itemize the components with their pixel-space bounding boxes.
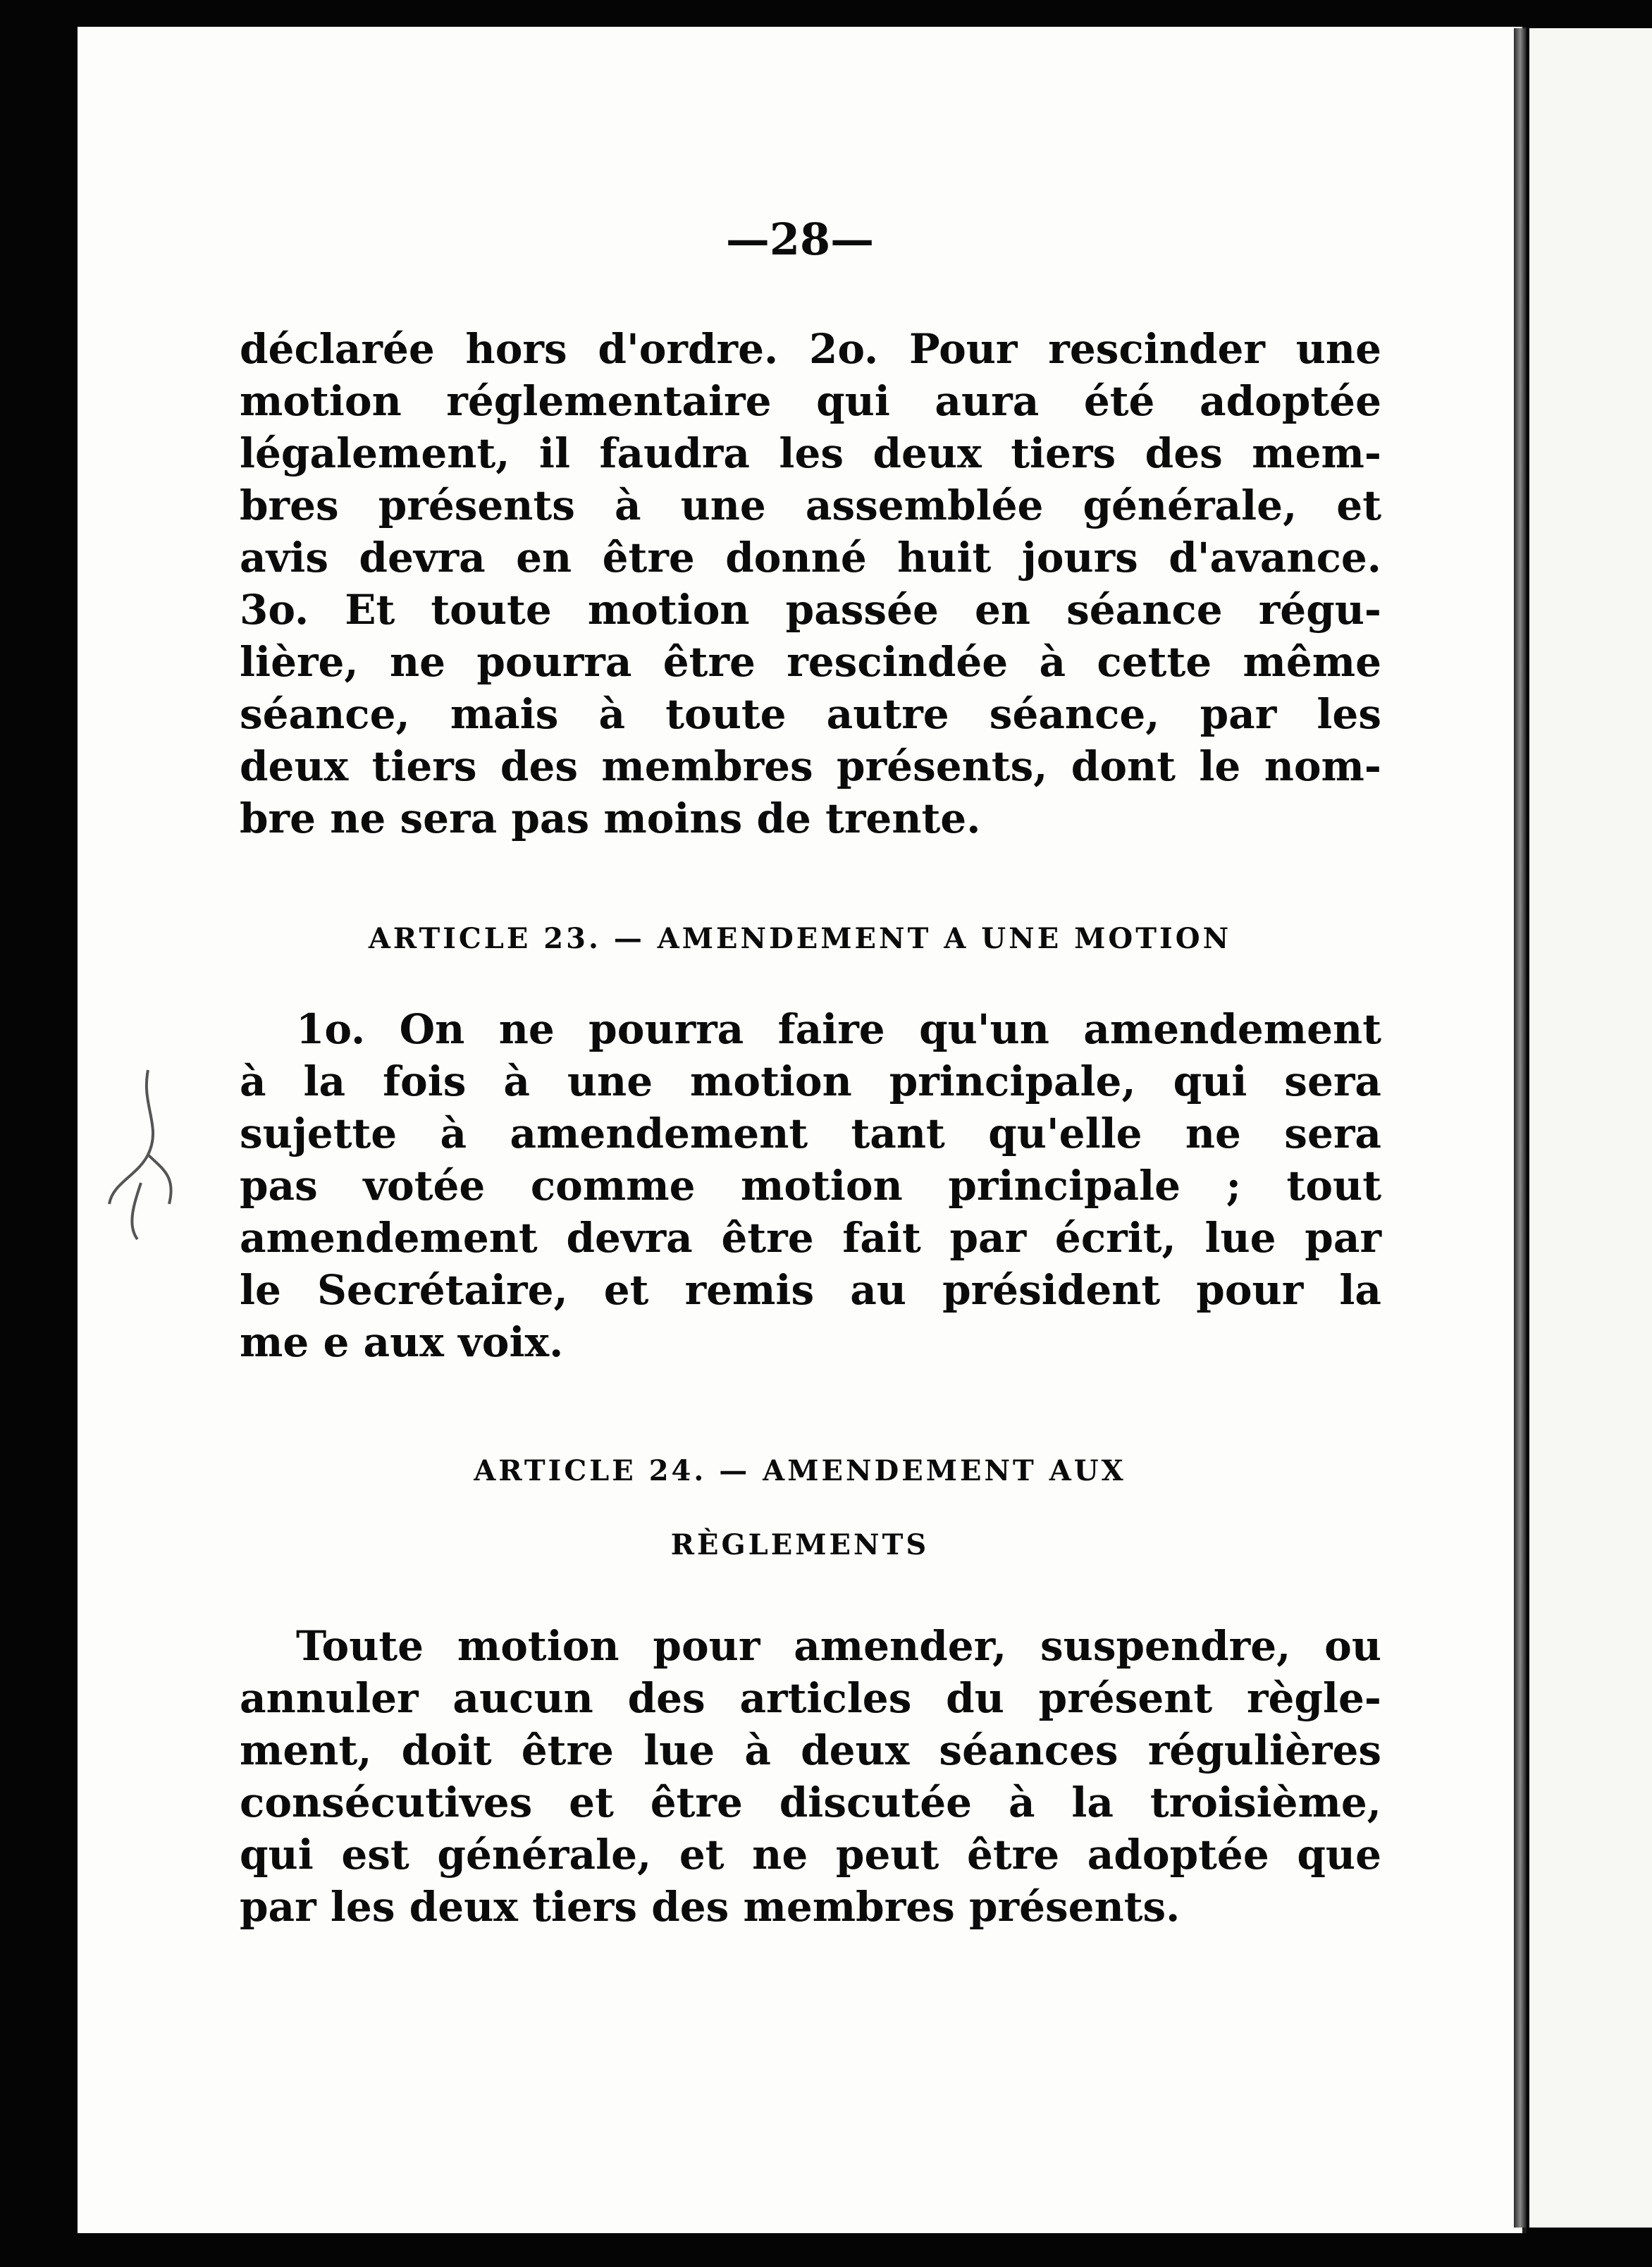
text-line: amendement devra être fait par écrit, lue par (240, 1214, 1381, 1262)
text-line: deux tiers des membres présents, dont le nom- (240, 742, 1381, 790)
text-line: 3o. Et toute motion passée en séance régu- (240, 586, 1381, 634)
text-line: le Secrétaire, et remis au président pour la (240, 1266, 1381, 1314)
text-line: pas votée comme motion principale ; tout (240, 1162, 1381, 1210)
book-page (78, 27, 1527, 2233)
text-line: lière, ne pourra être rescindée à cette même (240, 638, 1381, 686)
text-line: me e aux voix. (240, 1318, 564, 1366)
page-number: —28— (725, 214, 875, 265)
text-line: bres présents à une assemblée générale, et (240, 481, 1381, 529)
text-line: 1o. On ne pourra faire qu'un amendement (296, 1005, 1381, 1053)
text-line: avis devra en être donné huit jours d'avance. (240, 534, 1381, 582)
text-line: ment, doit être lue à deux séances régulières (240, 1726, 1381, 1774)
page-gutter (1514, 28, 1527, 2228)
facing-page-edge (1529, 28, 1652, 2228)
text-line: consécutives et être discutée à la troisième, (240, 1778, 1381, 1826)
text-line: séance, mais à toute autre séance, par les (240, 690, 1381, 738)
text-line: Toute motion pour amender, suspendre, ou (296, 1622, 1381, 1670)
text-line: déclarée hors d'ordre. 2o. Pour rescinder une (240, 325, 1381, 373)
text-line: qui est générale, et ne peut être adoptée que (240, 1831, 1381, 1879)
text-line: à la fois à une motion principale, qui sera (240, 1057, 1381, 1105)
text-line: légalement, il faudra les deux tiers des mem- (240, 429, 1381, 477)
article-24-heading-continued: RÈGLEMENTS (670, 1528, 930, 1561)
article-24-body (240, 1620, 1381, 1933)
text-line: motion réglementaire qui aura été adoptée (240, 377, 1381, 425)
margin-pencil-mark (99, 1063, 183, 1246)
article-23-body (240, 1003, 1381, 1368)
article-24-heading: ARTICLE 24. — AMENDEMENT AUX (474, 1454, 1126, 1487)
text-line: par les deux tiers des membres présents. (240, 1883, 1181, 1931)
text-line: bre ne sera pas moins de trente. (240, 794, 981, 842)
article-23-heading: ARTICLE 23. — AMENDEMENT A UNE MOTION (368, 922, 1232, 955)
paragraph-continuation (240, 323, 1381, 844)
text-line: sujette à amendement tant qu'elle ne sera (240, 1110, 1381, 1157)
text-line: annuler aucun des articles du présent règle- (240, 1674, 1381, 1722)
